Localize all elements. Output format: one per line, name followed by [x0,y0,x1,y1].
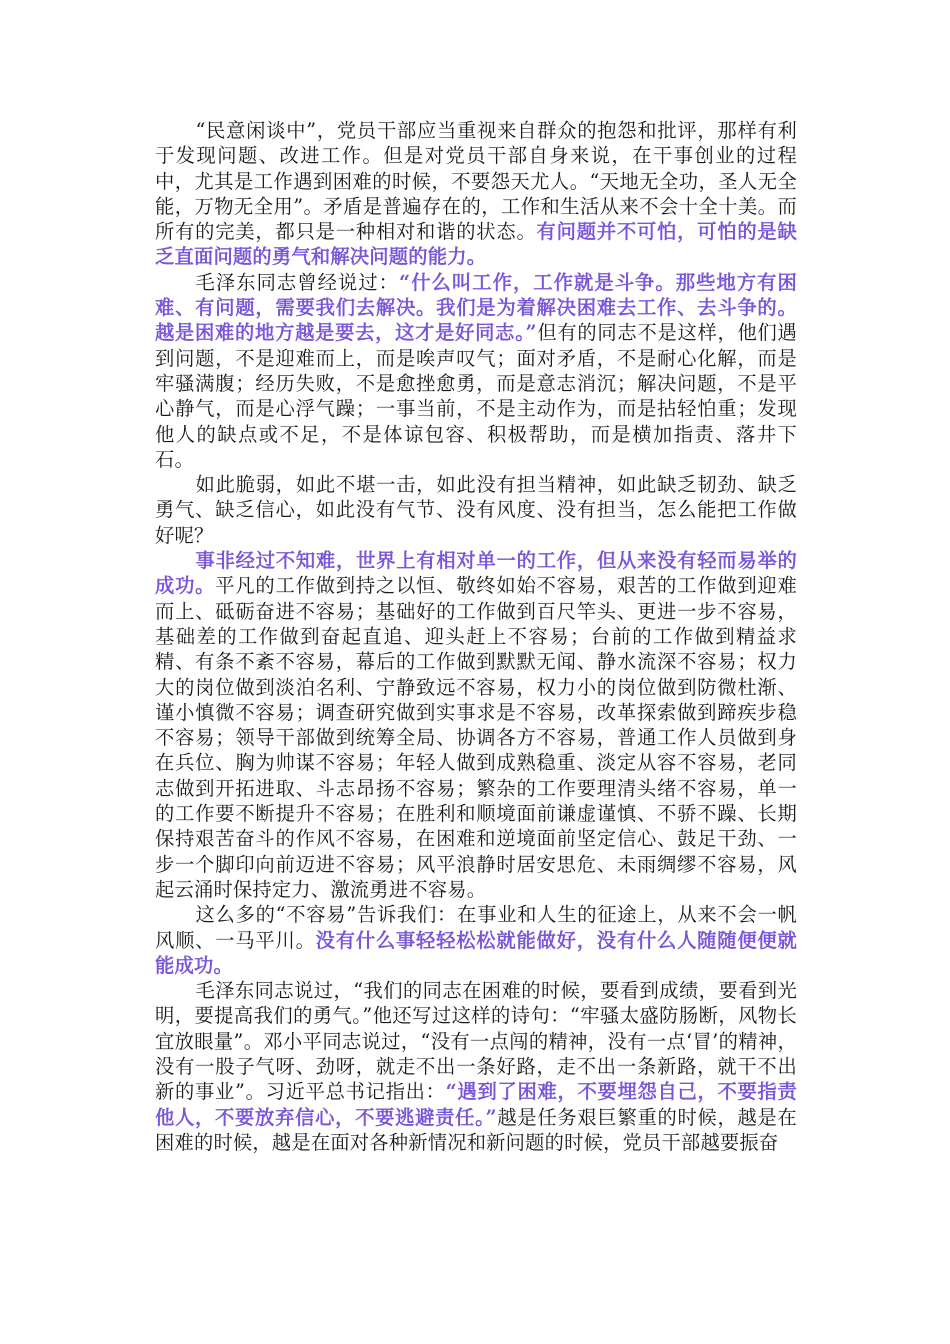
text-segment: 越是任务艰巨繁重的时候，越是在困难的时候，越是在面对各种新情况和新问题的时候，党员干部越要振奋 [155,1105,798,1154]
paragraph-4 [155,548,797,902]
paragraph-6 [155,978,797,1155]
text-segment: 平凡的工作做到持之以恒、敬终如始不容易，艰苦的工作做到迎难而上、砥砺奋进不容易；基础好的工作做到百尺竿头、更进一步不容易，基础差的工作做到奋起直追、迎头赶上不容易；台前的工作做到精益求精、有条不紊不容易，幕后的工作做到默默无闻、静水流深不容易；权力大的岗位做到淡泊名利、宁静致远不容易，权力小的岗位做到防微杜渐、谨小慎微不容易；调查研究做到实事求是不容易，改革探索做到蹄疾步稳不容易；领导干部做到统筹全局、协调各方不容易，普通工作人员做到身在兵位、胸为帅谋不容易；年轻人做到成熟稳重、淡定从容不容易，老同志做到开拓进取、斗志昂扬不容易；繁杂的工作要理清头绪不容易，单一的工作要不断提升不容易；在胜利和顺境面前谦虚谨慎、不骄不躁、长期保持艰苦奋斗的作风不容易，在困难和逆境面前坚定信心、鼓足干劲、一步一个脚印向前迈进不容易；风平浪静时居安思危、未雨绸缪不容易，风起云涌时保持定力、激流勇进不容易。 [155,574,797,901]
text-segment: “民意闲谈中”，党员干部应当重视来自群众的抱怨和批评，那样有利于发现问题、改进工作。但是对党员干部自身来说，在干事创业的过程中，尤其是工作遇到困难的时候，不要怨天尤人。“天地无全功，圣人无全能，万物无全用”。矛盾是普遍存在的，工作和生活从来不会十全十美。而所有的完美，都只是一种相对和谐的状态。 [155,119,797,244]
text-segment: 如此脆弱，如此不堪一击，如此没有担当精神，如此缺乏韧劲、缺乏勇气、缺乏信心，如此没有气节、没有风度、没有担当，怎么能把工作做好呢？ [155,473,797,547]
highlighted-quote: “什么叫工作，工作就是斗争。那些地方有困难、有问题，需要我们去解决。我们是为着解决困难去工作、去斗争的。越是困难的地方越是要去，这才是好同志。” [155,270,797,345]
highlighted-segment: 没有什么事轻轻松松就能做好，没有什么人随随便便就能成功。 [155,928,797,977]
paragraph-1 [155,118,797,270]
paragraph-3 [155,472,797,548]
text-segment: 毛泽东同志曾经说过： [195,270,400,294]
text-segment: 这么多的“不容易”告诉我们：在事业和人生的征途上，从来不会一帆风顺、一马平川。 [155,903,797,952]
paragraph-5 [155,902,797,978]
text-segment: 但有的同志不是这样，他们遇到问题，不是迎难而上，而是唉声叹气；面对矛盾，不是耐心化解，而是牢骚满腹；经历失败，不是愈挫愈勇，而是意志消沉；解决问题，不是平心静气，而是心浮气躁；一事当前，不是主动作为，而是拈轻怕重；发现他人的缺点或不足，不是体谅包容、积极帮助，而是横加指责、落井下石。 [155,321,797,471]
highlighted-segment: 事非经过不知难，世界上有相对单一的工作，但从来没有轻而易举的成功。 [155,549,797,598]
paragraph-2 [155,270,797,472]
document-body [155,118,797,1155]
highlighted-segment: 有问题并不可怕，可怕的是缺乏直面问题的勇气和解决问题的能力。 [155,220,797,269]
text-segment: 毛泽东同志说过，“我们的同志在困难的时候，要看到成绩，要看到光明，要提高我们的勇气。”他还写过这样的诗句：“牢骚太盛防肠断，风物长宜放眼量”。邓小平同志说过，“没有一点闯的精神，没有一点‘冒’的精神，没有一股子气呀、劲呀，就走不出一条好路，走不出一条新路，就干不出新的事业”。习近平总书记指出： [155,979,797,1104]
highlighted-quote: “遇到了困难，不要埋怨自己，不要指责他人，不要放弃信心，不要逃避责任。” [155,1080,797,1129]
